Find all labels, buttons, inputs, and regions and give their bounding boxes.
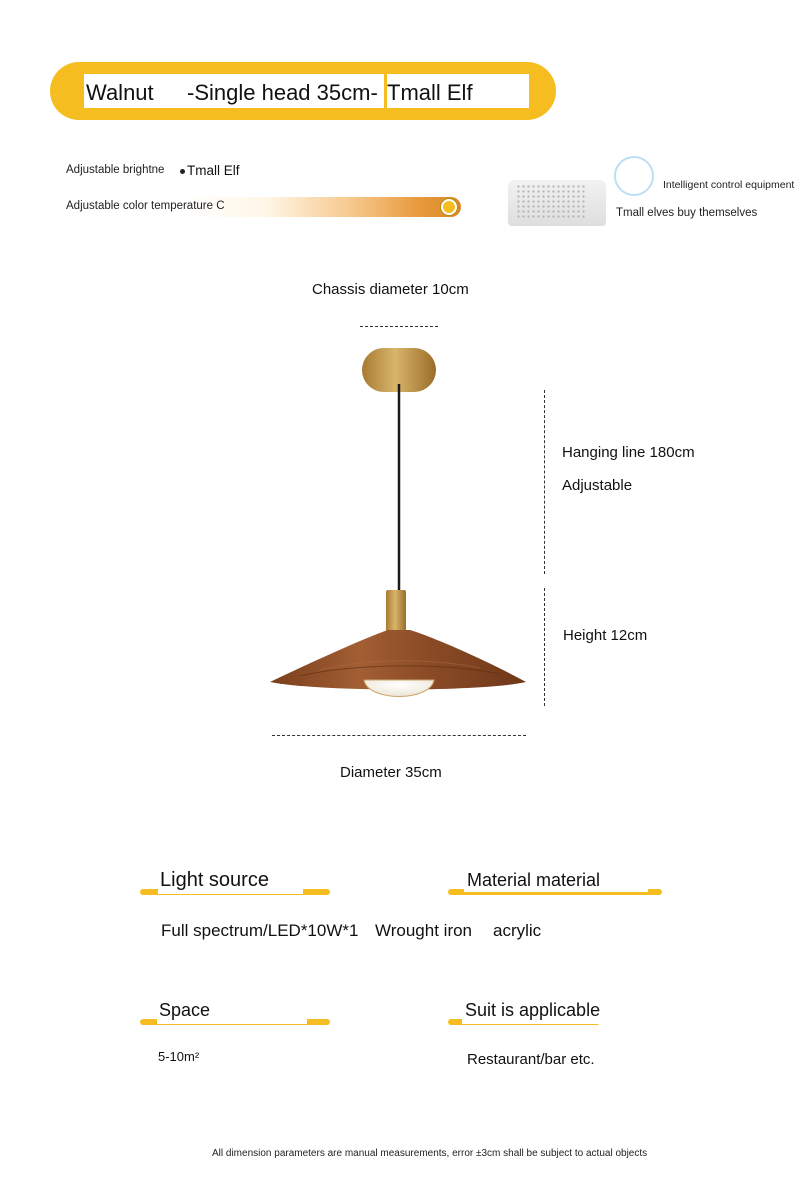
tmall-buy-text: Tmall elves buy themselves xyxy=(616,207,758,219)
material-value-acrylic: acrylic xyxy=(493,921,542,940)
pendant-lamp-image xyxy=(260,340,540,720)
material-label: Material material xyxy=(467,870,601,890)
chassis-diameter-label: Chassis diameter 10cm xyxy=(312,281,469,298)
footer-note: All dimension parameters are manual measurements, error ±3cm shall be subject to actual objects xyxy=(212,1148,648,1159)
suit-label: Suit is applicable xyxy=(465,1000,601,1020)
adjustable-label: Adjustable xyxy=(562,477,633,494)
bullet-icon xyxy=(180,169,185,174)
color-temperature-knob xyxy=(441,199,457,215)
title-finish: Walnut xyxy=(86,80,154,105)
height-label: Height 12cm xyxy=(563,627,648,644)
space-label: Space xyxy=(159,1000,211,1020)
acrylic-diffuser xyxy=(364,680,434,697)
height-dimension-line xyxy=(544,588,545,706)
title-size: -Single head 35cm- xyxy=(187,80,378,105)
diameter-dimension-line xyxy=(272,735,526,736)
color-temperature-bar xyxy=(183,197,461,217)
hanging-dimension-line xyxy=(544,390,545,574)
light-source-value: Full spectrum/LED*10W*1 xyxy=(161,921,359,940)
chassis-dimension-line xyxy=(360,326,438,327)
diameter-label: Diameter 35cm xyxy=(340,764,442,781)
light-source-label: Light source xyxy=(160,869,269,891)
brightness-label: Adjustable brightne xyxy=(66,164,165,176)
space-value: 5-10m² xyxy=(158,1049,200,1064)
hanging-line-label: Hanging line 180cm xyxy=(562,444,695,461)
speaker-grill xyxy=(516,184,586,220)
title-control: Tmall Elf xyxy=(387,80,473,105)
color-temperature-label: Adjustable color temperature C xyxy=(66,200,225,212)
suit-value: Restaurant/bar etc. xyxy=(467,1051,595,1068)
material-value-iron: Wrought iron xyxy=(375,921,473,940)
wifi-ring-icon xyxy=(614,156,654,196)
brightness-value: Tmall Elf xyxy=(187,163,240,178)
control-equipment-text: Intelligent control equipment xyxy=(663,179,795,191)
